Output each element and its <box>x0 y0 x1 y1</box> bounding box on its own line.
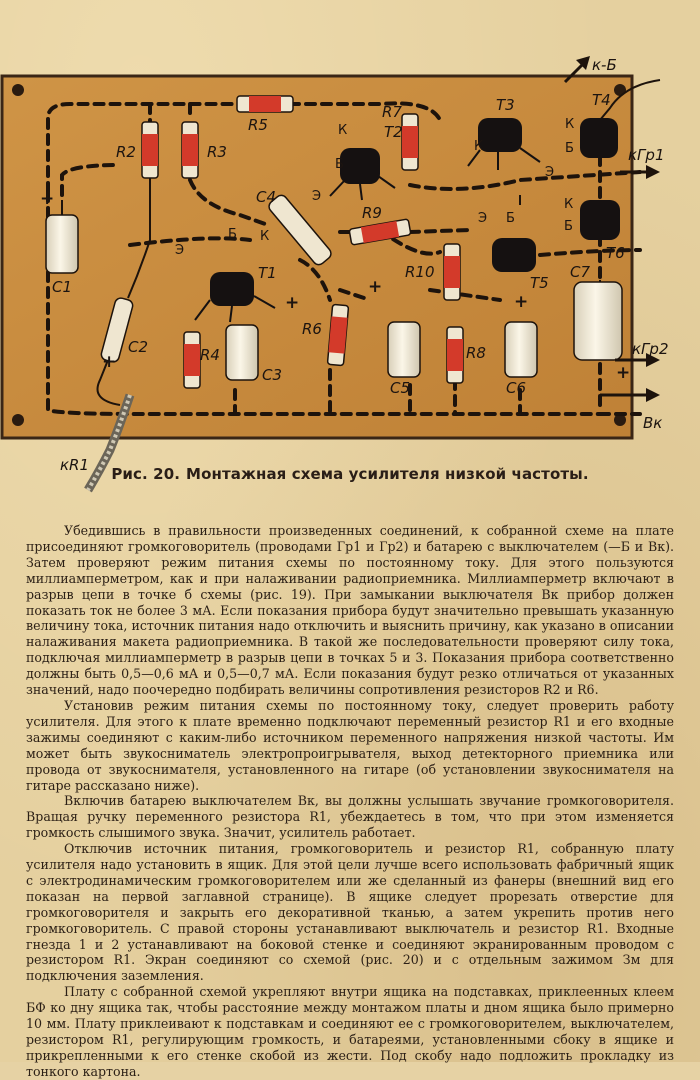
label-kb: к-Б <box>592 56 617 74</box>
pin-label-t4-e: Э <box>545 165 555 180</box>
label-c7: C7 <box>570 263 591 281</box>
pin-label-t1-e: Э <box>175 243 185 258</box>
pin-label-t2-b: Б <box>335 157 344 172</box>
capacitor-c7 <box>574 282 622 360</box>
pin-label-t2-k: К <box>338 123 348 138</box>
label-r8: R8 <box>466 344 486 362</box>
label-kgr1: кГр1 <box>628 146 665 164</box>
figure-caption-number: Рис. 20. <box>111 465 181 483</box>
pin-label-t5-e: Э <box>478 211 488 226</box>
paragraph: Включив батарею выключателем Вк, вы должны услышать звучание громкоговорителя. Вращая ручку переменного резистора R1, убеждаетесь в том, что при этом изменяется громкость слышимого звука. Значит, усилитель работает. <box>26 793 674 841</box>
label-t2: T2 <box>384 123 403 141</box>
pin-label-t4-b: Б <box>565 141 574 156</box>
plus-c5: + <box>368 277 383 297</box>
label-r3: R3 <box>207 143 227 161</box>
label-t6: T6 <box>606 244 625 262</box>
body-text <box>26 523 674 1080</box>
label-r5: R5 <box>248 116 268 134</box>
resistor-r5 <box>237 96 293 112</box>
pin-label-t1-k: К <box>260 229 270 244</box>
label-t5: T5 <box>530 274 549 292</box>
capacitor-c5 <box>388 322 420 377</box>
label-c6: C6 <box>506 379 527 397</box>
capacitor-c6 <box>505 322 537 377</box>
figure-caption-text: Монтажная схема усилителя низкой частоты. <box>186 465 589 483</box>
label-t4: T4 <box>592 91 611 109</box>
transistor-t5 <box>492 238 536 272</box>
resistor-r2 <box>142 122 158 178</box>
resistor-r10 <box>444 244 460 300</box>
label-c1: C1 <box>52 278 73 296</box>
label-c4: C4 <box>256 188 277 206</box>
pin-label-t5-b: Б <box>506 211 515 226</box>
label-kr1: кR1 <box>60 456 90 474</box>
label-r9: R9 <box>362 204 382 222</box>
label-r6: R6 <box>302 320 322 338</box>
paragraph: Установив режим питания схемы по постоянному току, следует проверить работу усилителя. Для этого к плате временно подключают переменный резистор R1 и его входные зажимы соединяют с каким-либо источником переменного напряжения низкой частоты. Им может быть звукосниматель электропроигрывателя, выход детекторного приемника или провода от звукоснимателя, установленного на гитаре (об установлении звукоснимателя на гитаре рассказано ниже). <box>26 697 674 793</box>
label-r2: R2 <box>116 143 136 161</box>
pin-label-t6-b: Б <box>564 219 573 234</box>
label-c3: C3 <box>262 366 283 384</box>
paragraph: Плату с собранной схемой укрепляют внутри ящика на подставках, приклеенных клеем БФ ко дну ящика так, чтобы расстояние между монтажом платы и дном ящика было примерно 10 мм. Плату приклеивают к подставкам и соединяют ее с громкоговорителем, выключателем, резистором R1, регулирующим громкость, и батареями, установленными сбоку в ящике и прикрепленными к его стенке скобой из жести. Под скобу надо подложить прокладку из тонкого картона. <box>26 984 674 1079</box>
resistor-r8 <box>447 327 463 383</box>
paragraph: Отключив источник питания, громкоговоритель и резистор R1, собранную плату усилителя надо установить в ящик. Для этой цели лучше всего использовать фабричный ящик с электродинамическим громкоговорителем или же сделанный из фанеры (внешний вид его показан на первой заглавной странице). В ящике следует прорезать отверстие для громкоговорителя и закрыть его декоративной тканью, а затем укрепить против него громкоговоритель. С правой стороны устанавливают выключатель и резистор R1. Входные гнезда 1 и 2 устанавливают на боковой стенке и соединяют экранированным проводом с резистором R1. Экран соединяют со схемой (рис. 20) и с отдельным зажимом Зм для подключения заземления. <box>26 841 674 984</box>
figure-caption <box>0 465 700 483</box>
arrow-kgr1-head <box>646 165 660 179</box>
transistor-t4 <box>580 118 618 158</box>
plus-c3: + <box>285 293 300 313</box>
label-t1: T1 <box>258 264 277 282</box>
plus-c6: + <box>514 292 529 312</box>
label-r10: R10 <box>405 263 435 281</box>
plus-c1: + <box>40 189 55 209</box>
resistor-r4 <box>184 332 200 388</box>
label-r7: R7 <box>382 103 402 121</box>
label-t3: T3 <box>496 96 515 114</box>
plus-c2: + <box>102 352 117 372</box>
wiring-diagram <box>0 0 700 500</box>
label-c2: C2 <box>128 338 149 356</box>
arrow-vk-head <box>646 388 660 402</box>
pin-label-t3-k: К <box>474 139 484 154</box>
pin-label-t4-k: К <box>565 117 575 132</box>
label-vk: Вк <box>643 414 663 432</box>
pin-label-t2-e: Э <box>312 189 322 204</box>
pin-label-t6-k: К <box>564 197 574 212</box>
resistor-r7 <box>402 114 418 170</box>
transistor-t6 <box>580 200 620 240</box>
resistor-r3 <box>182 122 198 178</box>
pin-label-t1-b: Б <box>228 227 237 242</box>
label-c5: C5 <box>390 379 411 397</box>
label-kgr2: кГр2 <box>632 340 669 358</box>
label-r4: R4 <box>200 346 220 364</box>
plus-c7: + <box>616 363 631 383</box>
capacitor-c3 <box>226 325 258 380</box>
paragraph: Убедившись в правильности произведенных соединений, к собранной схеме на плате присоединяют громкоговоритель (проводами Гр1 и Гр2) и батарею с выключателем (—Б и Вк). Затем проверяют режим питания схемы по постоянному току. Для этого пользуются миллиамперметром, как и при налаживании радиоприемника. Миллиамперметр включают в разрыв цепи в точке б схемы (рис. 19). При замыкании выключателя Вк прибор должен показать ток не более 3 мА. Если показания прибора будут значительно превышать указанную величину тока, источник питания надо отключить и выяснить причину, как указано в описании налаживания макета радиоприемника. В такой же последовательности проверяют силу тока, подключая миллиамперметр в разрыв цепи в точках 5 и 3. Показания прибора соответственно должны быть 0,5—0,6 мА и 0,5—0,7 мА. Если показания будут резко отличаться от указанных значений, надо поочередно подбирать величины сопротивления резисторов R2 и R6. <box>26 523 674 698</box>
